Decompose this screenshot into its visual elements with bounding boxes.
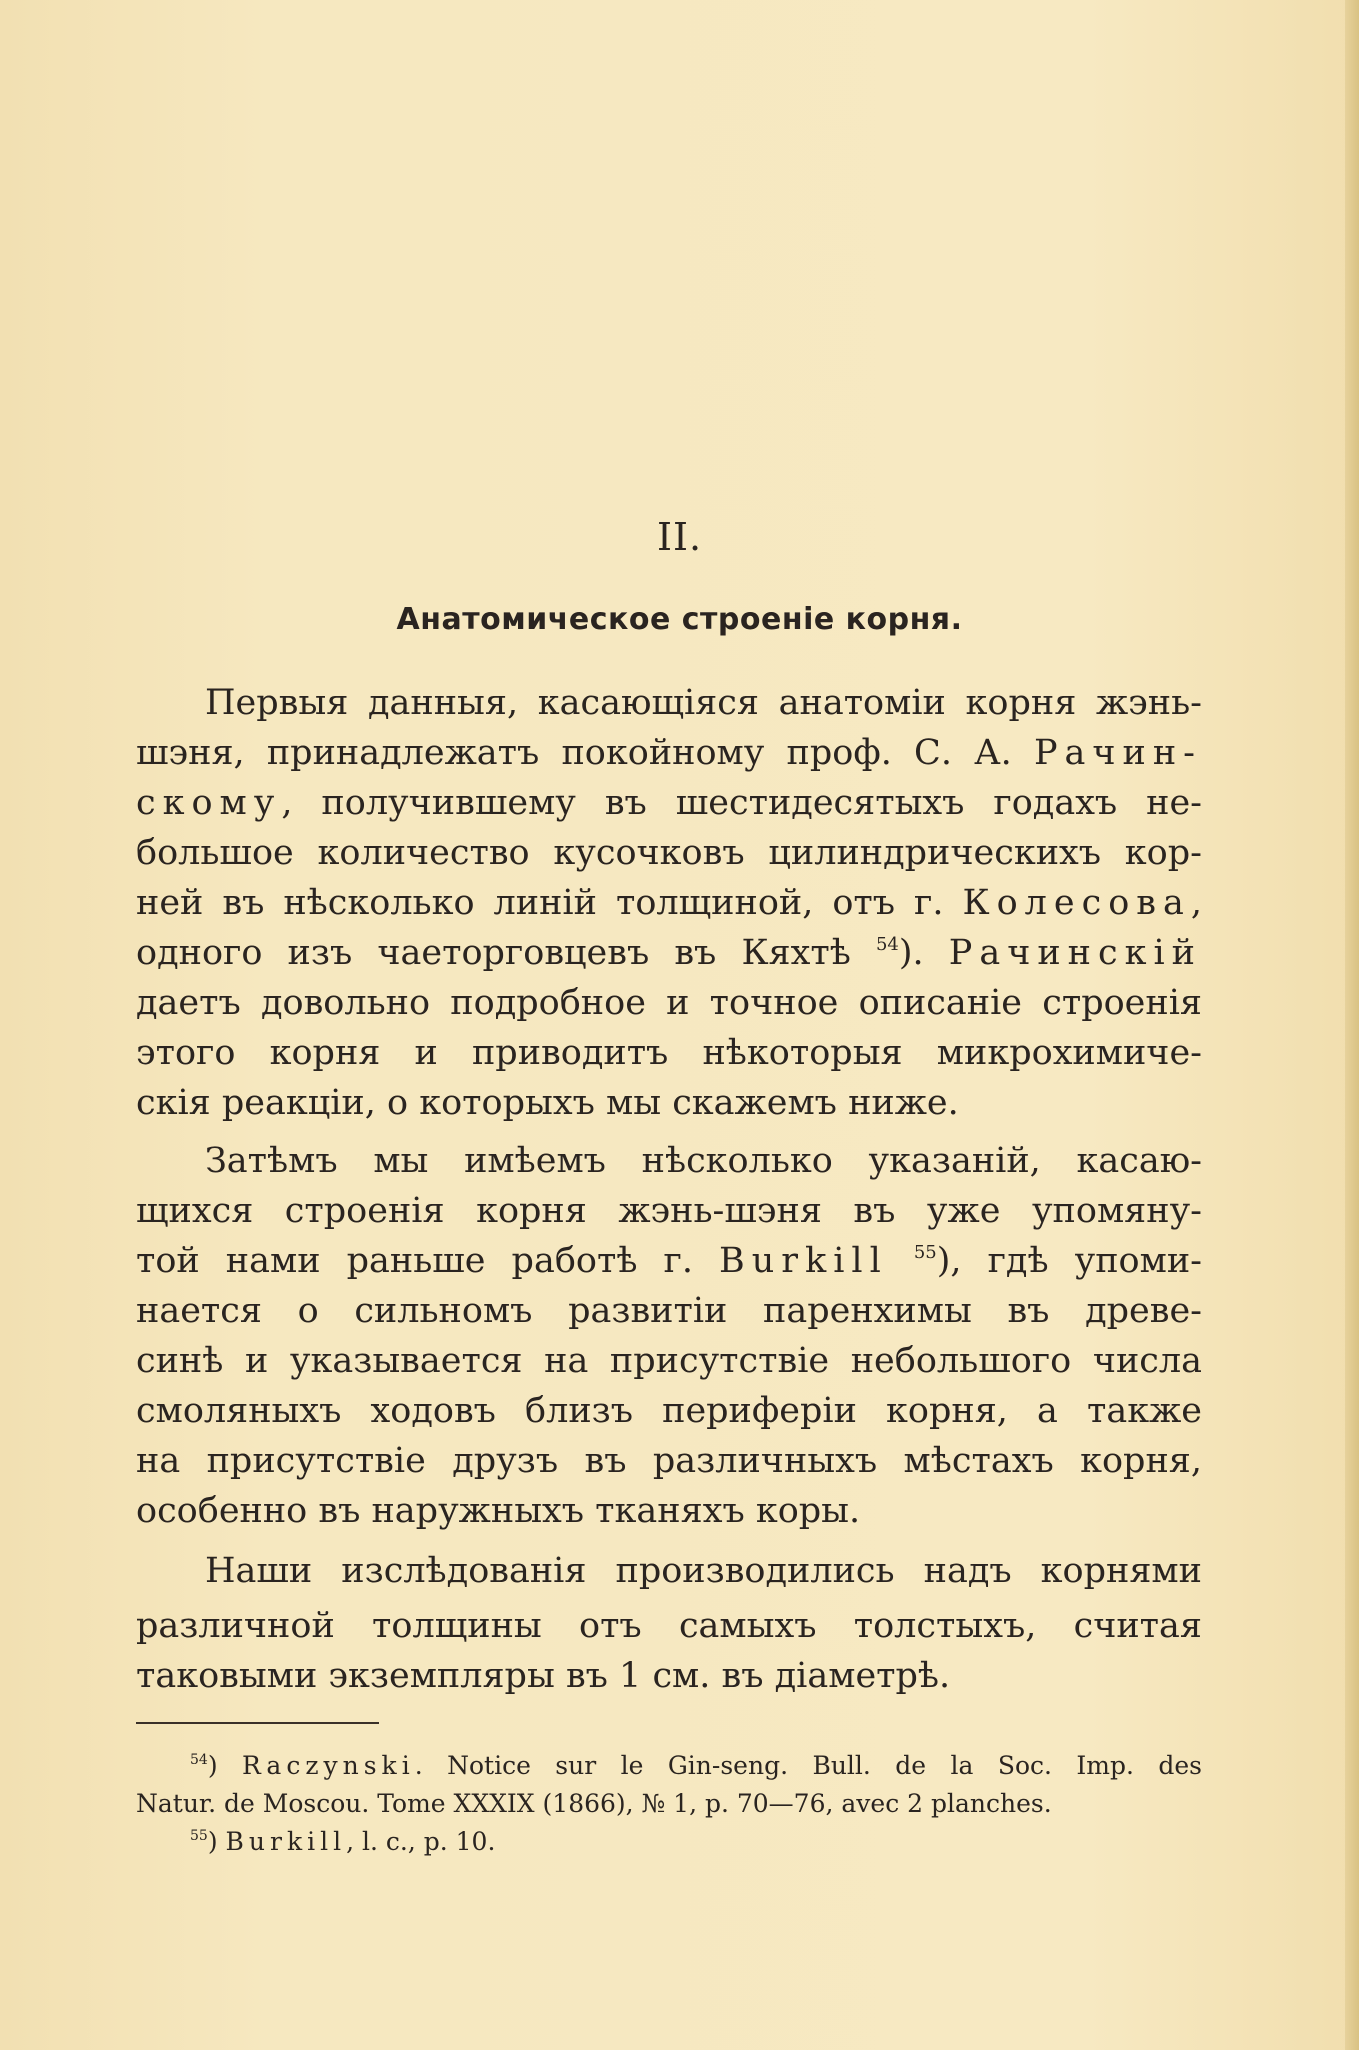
footnote-author: Raczynski — [242, 1751, 415, 1780]
footnote-55: $^{55}$) Burkill, l. c., p. 10. — [190, 1827, 496, 1856]
paragraph-1-line-1: Первыя данныя, касающіяся анатоміи корня жэнь- — [205, 683, 1202, 723]
author-name: Рачин- — [1033, 733, 1202, 773]
paragraph-1-line-7: даетъ довольно подробное и точное описаніе строенія — [136, 983, 1202, 1023]
author-name: Рачинскій — [948, 933, 1202, 973]
footnote-rule — [136, 1722, 379, 1724]
paragraph-1-line-4: большое количество кусочковъ цилиндрическихъ кор- — [136, 833, 1202, 873]
footnote-ref: 55 — [913, 1242, 937, 1263]
paragraph-3-line-1: Наши изслѣдованія производились надъ корнями — [205, 1551, 1202, 1591]
author-name: скому — [136, 783, 282, 823]
paragraph-1-line-2: шэня, принадлежатъ покойному проф. С. А. Рачин- — [136, 733, 1202, 773]
paragraph-1-line-6: одного изъ чаеторговцевъ въ Кяхтѣ $^{54}$). Рачинскій — [136, 933, 1202, 973]
footnote-marker: 54 — [190, 1752, 208, 1768]
paragraph-2-line-5: синѣ и указывается на присутствіе небольшого числа — [136, 1341, 1202, 1381]
paragraph-2-line-6: смоляныхъ ходовъ близъ периферіи корня, а также — [136, 1391, 1202, 1431]
paragraph-2-line-4: нается о сильномъ развитіи паренхимы въ древе- — [136, 1291, 1202, 1331]
paragraph-2-line-2: щихся строенія корня жэнь-шэня въ уже упомяну- — [136, 1191, 1202, 1231]
paragraph-1-line-9: скія реакціи, о которыхъ мы скажемъ ниже. — [136, 1083, 959, 1123]
paragraph-1-line-3: скому, получившему въ шестидесятыхъ годахъ не- — [136, 783, 1202, 823]
paragraph-1-line-8: этого корня и приводитъ нѣкоторыя микрохимиче- — [136, 1033, 1202, 1073]
footnote-54: $^{54}$) Raczynski. Notice sur le Gin-seng. Bull. de la Soc. Imp. des — [190, 1751, 1202, 1780]
paragraph-2-line-8: особенно въ наружныхъ тканяхъ коры. — [136, 1491, 861, 1531]
footnote-author: Burkill — [225, 1827, 347, 1856]
chapter-number: II. — [656, 515, 703, 559]
section-heading: Анатомическое строеніе корня. — [396, 602, 963, 637]
footnote-ref: 54 — [875, 934, 899, 955]
paragraph-3-line-3: таковыми экземпляры въ 1 см. въ діаметрѣ. — [136, 1656, 951, 1696]
footnote-marker: 55 — [190, 1828, 208, 1844]
author-name: Burkill — [719, 1241, 888, 1281]
paragraph-2-line-7: на присутствіе друзъ въ различныхъ мѣстахъ корня, — [136, 1441, 1202, 1481]
page-edge — [1345, 0, 1359, 2050]
paragraph-2-line-3: той нами раньше работѣ г. Burkill $^{55}$), гдѣ упоми- — [136, 1241, 1202, 1281]
paragraph-1-line-5: ней въ нѣсколько линій толщиной, отъ г. Колесова, — [136, 883, 1202, 923]
person-name: Колесова — [962, 883, 1191, 923]
footnote-54-continued: Natur. de Moscou. Tome XXXIX (1866), № 1, p. 70—76, avec 2 planches. — [136, 1789, 1052, 1818]
paragraph-3-line-2: различной толщины отъ самыхъ толстыхъ, считая — [136, 1606, 1202, 1646]
paragraph-2-line-1: Затѣмъ мы имѣемъ нѣсколько указаній, касаю- — [205, 1141, 1202, 1181]
